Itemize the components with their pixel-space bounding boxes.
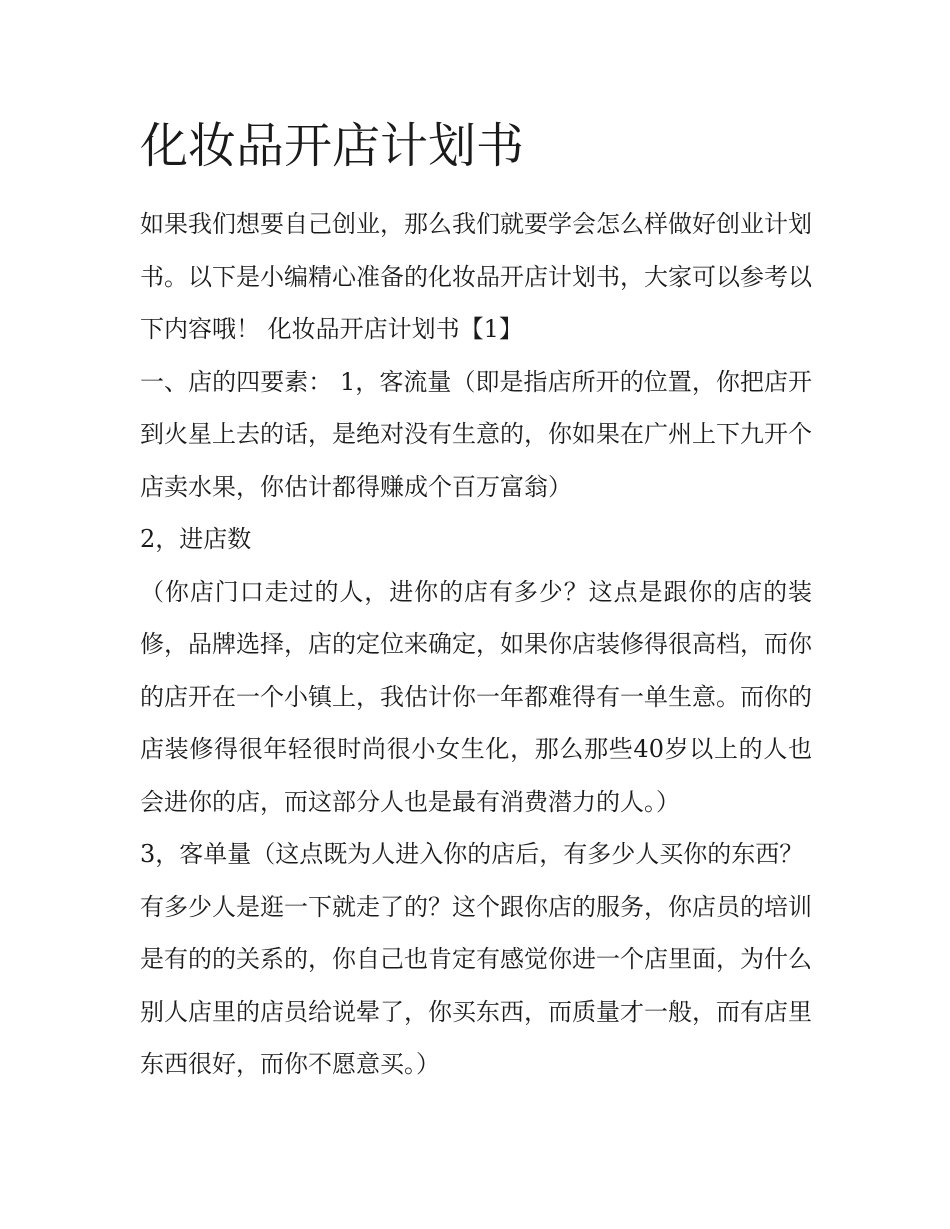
paragraph-customer-orders: 3，客单量（这点既为人进入你的店后，有多少人买你的东西？ <box>140 840 804 868</box>
document-title: 化妆品开店计划书 <box>140 118 525 174</box>
document-page <box>140 112 812 1091</box>
paragraph-store-entries: （你店门口走过的人，进你的店有多少？这点是跟你的店的装修，品牌选择，店的定位来确定，如果你店装修得很高档，而你的店开在一个小镇上，我估计你一年都难得有一单生意。而你的店装修得很年轻很时尚很小女生化，那么那些40岁以上的人也会进你的店，而这部分人也是最有消费潜力的人。） <box>140 577 812 816</box>
paragraph-intro: 如果我们想要自己创业，那么我们就要学会怎么样做好创业计划书。以下是小编精心准备的化妆品开店计划书，大家可以参考以下内容哦！ 化妆品开店计划书【1】 <box>140 210 812 343</box>
document-body <box>140 198 812 1091</box>
paragraph-customer-flow: 一、店的四要素： 1，客流量（即是指店所开的位置，你把店开到火星上去的话，是绝对没有生意的，你如果在广州上下九开个店卖水果，你估计都得赚成个百万富翁） <box>140 367 812 501</box>
paragraph-service: 有多少人是逛一下就走了的？这个跟你店的服务，你店员的培训是有的的关系的，你自己也肯定有感觉你进一个店里面，为什么别人店里的店员给说晕了，你买东西，而质量才一般，而有店里东西很好，而你不愿意买。） <box>140 892 812 1078</box>
paragraph-store-entries-heading: 2，进店数 <box>140 525 252 553</box>
